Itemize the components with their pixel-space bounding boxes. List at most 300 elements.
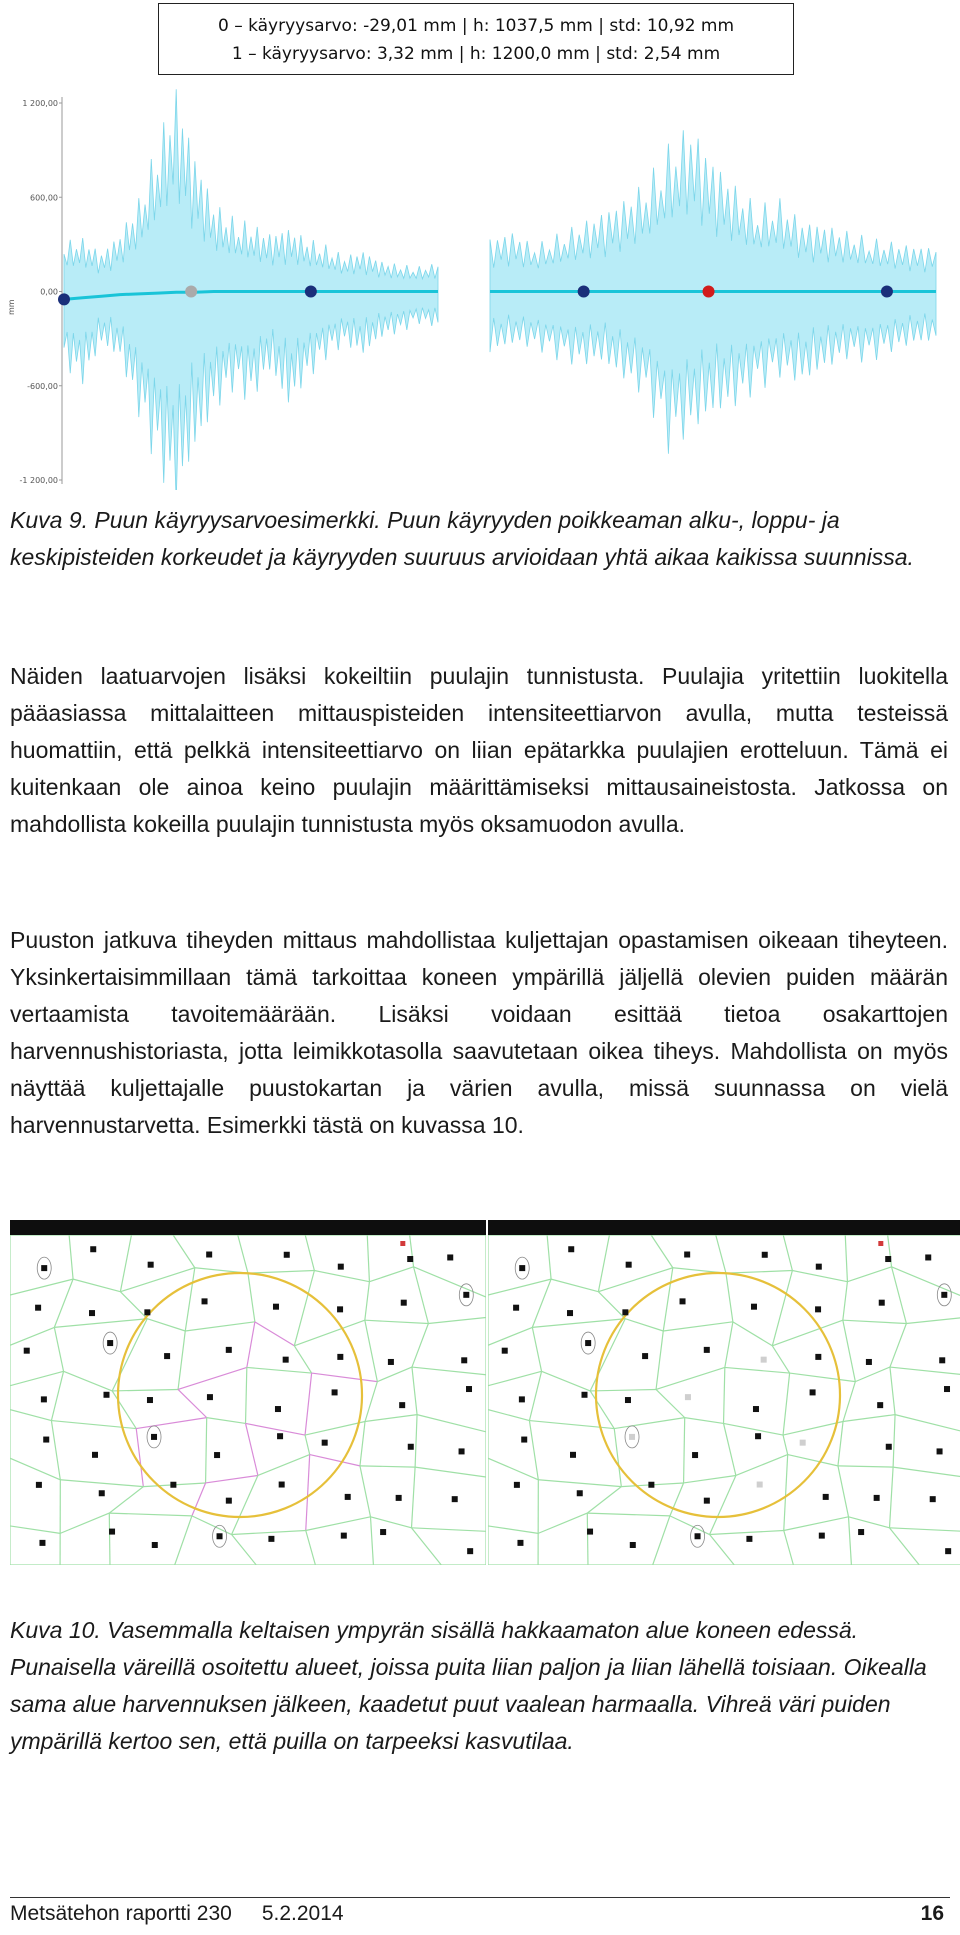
tree bbox=[337, 1354, 343, 1360]
cell-edge bbox=[255, 1322, 294, 1346]
cell-edge bbox=[772, 1320, 843, 1346]
cell-edge bbox=[653, 1516, 670, 1565]
tree bbox=[695, 1533, 701, 1539]
cell-edge bbox=[843, 1320, 856, 1381]
curvature-chart bbox=[0, 85, 960, 490]
cell-edge bbox=[790, 1373, 856, 1382]
cell-edge bbox=[890, 1367, 960, 1375]
cell-edge bbox=[614, 1429, 621, 1487]
cell-edge bbox=[587, 1487, 621, 1513]
cell-edge bbox=[772, 1271, 792, 1346]
cell-edge bbox=[178, 1331, 185, 1389]
tree bbox=[279, 1482, 285, 1488]
tree bbox=[399, 1402, 405, 1408]
series-0-marker-2 bbox=[305, 286, 317, 298]
cell-edge bbox=[64, 1371, 113, 1391]
tree bbox=[648, 1482, 654, 1488]
cell-edge bbox=[417, 1415, 486, 1432]
cell-edge bbox=[685, 1418, 724, 1424]
removed-tree bbox=[757, 1482, 763, 1488]
cell-edge bbox=[716, 1235, 726, 1273]
cell-edge bbox=[247, 1367, 312, 1373]
cell-edge bbox=[248, 1273, 255, 1322]
cell-edge bbox=[838, 1422, 843, 1466]
cell-edge bbox=[598, 1235, 609, 1292]
cell-edge bbox=[892, 1267, 907, 1324]
tree bbox=[401, 1300, 407, 1306]
cell-edge bbox=[736, 1455, 788, 1476]
tree bbox=[753, 1406, 759, 1412]
cell-edge bbox=[783, 1373, 790, 1435]
cell-edge bbox=[784, 1455, 788, 1531]
cell-edge bbox=[60, 1480, 143, 1487]
cell-edge bbox=[360, 1422, 365, 1466]
tree bbox=[90, 1246, 96, 1252]
tree bbox=[519, 1396, 525, 1402]
series-1-marker-2 bbox=[881, 286, 893, 298]
tree bbox=[815, 1354, 821, 1360]
cell-edge bbox=[532, 1327, 541, 1371]
chart-legend bbox=[158, 3, 794, 75]
cell-edge bbox=[112, 1391, 136, 1429]
tree bbox=[885, 1256, 891, 1262]
cell-edge bbox=[370, 1517, 411, 1528]
cell-edge bbox=[843, 1415, 895, 1422]
cell-edge bbox=[175, 1516, 192, 1565]
cell-edge bbox=[684, 1418, 685, 1483]
cell-edge bbox=[112, 1319, 147, 1391]
cell-edge bbox=[724, 1367, 725, 1423]
trees bbox=[24, 1246, 474, 1554]
tree bbox=[567, 1310, 573, 1316]
cell-edge bbox=[906, 1318, 960, 1324]
tree bbox=[322, 1440, 328, 1446]
tree bbox=[341, 1533, 347, 1539]
removed-tree bbox=[685, 1394, 691, 1400]
cell-edge bbox=[843, 1282, 848, 1320]
tree bbox=[930, 1496, 936, 1502]
cell-edge bbox=[54, 1279, 73, 1327]
tree bbox=[866, 1359, 872, 1365]
cell-edge bbox=[109, 1487, 143, 1513]
removed-tree bbox=[761, 1357, 767, 1363]
cell-edge bbox=[365, 1320, 429, 1323]
machine-marker bbox=[400, 1241, 405, 1246]
cell-edge bbox=[69, 1235, 73, 1279]
cell-edge bbox=[51, 1421, 60, 1480]
cell-edge bbox=[587, 1513, 588, 1565]
cell-edge bbox=[120, 1268, 194, 1292]
cell-edge bbox=[412, 1367, 417, 1415]
voronoi-map-before bbox=[10, 1220, 486, 1565]
tree bbox=[810, 1389, 816, 1395]
tree bbox=[466, 1386, 472, 1392]
cell-edge bbox=[258, 1455, 310, 1476]
cell-edge bbox=[725, 1367, 790, 1373]
cell-edge bbox=[207, 1418, 246, 1424]
cell-edge bbox=[305, 1235, 314, 1271]
cell-edge bbox=[663, 1268, 673, 1331]
cell-edge bbox=[314, 1271, 369, 1282]
cell-edge bbox=[246, 1367, 247, 1423]
tree bbox=[109, 1529, 115, 1535]
cell-edge bbox=[367, 1235, 369, 1282]
series-0-marker-1 bbox=[185, 286, 197, 298]
target-area-circle bbox=[118, 1273, 362, 1517]
cell-edge bbox=[10, 1458, 60, 1480]
cell-edge bbox=[412, 1324, 428, 1368]
tree bbox=[568, 1246, 574, 1252]
cell-edge bbox=[360, 1466, 415, 1467]
cell-edge bbox=[294, 1346, 311, 1373]
cell-edge bbox=[890, 1324, 906, 1368]
tree bbox=[877, 1402, 883, 1408]
page-number: 16 bbox=[920, 1902, 944, 1925]
chart-series bbox=[58, 89, 936, 490]
cell-edge bbox=[529, 1421, 538, 1480]
y-tick-label: -1 200,00 bbox=[19, 476, 58, 485]
cell-edge bbox=[532, 1279, 551, 1327]
cell-edge bbox=[590, 1389, 656, 1390]
cell-edge bbox=[888, 1235, 892, 1267]
map-titlebar bbox=[10, 1220, 486, 1235]
tree bbox=[622, 1309, 628, 1315]
series-0-marker-0 bbox=[58, 293, 70, 305]
paragraph-density-measurement: Puuston jatkuva tiheyden mittaus mahdollistaa kuljettajan opastamisen oikeaan tiheyteen. Yksinkertaisimmillaan tämä tarkoittaa koneen ympärillä jäljellä olevien puiden määrän vertaamista tavoitemäärään. Lisäksi voidaan esittää tietoa osakarttojen harvennushistoriasta, jotta leimikkotasolla saavutetaan oikea tiheys. Mahdollista on myös näyttää kuljettajalle puustokartan ja värien avulla, missä suunnassa on vielä harvennustarvetta. Esimerkki tästä on kuvassa 10. bbox=[10, 927, 948, 1138]
cell-edge bbox=[412, 1467, 416, 1528]
cell-edge bbox=[532, 1319, 625, 1328]
tree bbox=[937, 1448, 943, 1454]
publication-name: Metsätehon raportti 230 bbox=[10, 1902, 232, 1925]
tree bbox=[463, 1292, 469, 1298]
cell-edge bbox=[306, 1531, 316, 1565]
tree bbox=[680, 1298, 686, 1304]
voronoi-after-svg bbox=[488, 1235, 960, 1565]
tree bbox=[284, 1252, 290, 1258]
cell-edge bbox=[590, 1319, 625, 1391]
cell-edge bbox=[10, 1526, 60, 1533]
cell-edge bbox=[112, 1389, 178, 1390]
tree bbox=[879, 1300, 885, 1306]
cell-edge bbox=[895, 1415, 960, 1432]
tree bbox=[467, 1548, 473, 1554]
cell-edge bbox=[185, 1322, 255, 1331]
tree bbox=[408, 1444, 414, 1450]
tree bbox=[99, 1490, 105, 1496]
tree bbox=[207, 1394, 213, 1400]
tree bbox=[273, 1304, 279, 1310]
cell-edge bbox=[247, 1322, 255, 1368]
cell-edge bbox=[772, 1346, 789, 1373]
tree bbox=[92, 1452, 98, 1458]
cell-edge bbox=[892, 1267, 960, 1297]
tree bbox=[144, 1309, 150, 1315]
cell-edge bbox=[590, 1391, 614, 1429]
tree bbox=[337, 1306, 343, 1312]
tree bbox=[517, 1540, 523, 1546]
tree bbox=[35, 1305, 41, 1311]
cell-edge bbox=[294, 1271, 314, 1346]
cell-edge bbox=[783, 1235, 792, 1271]
cell-edge bbox=[51, 1371, 63, 1420]
cell-edge bbox=[551, 1279, 598, 1292]
cell-edge bbox=[246, 1423, 258, 1475]
cell-edge bbox=[412, 1367, 486, 1375]
tree bbox=[626, 1262, 632, 1268]
cell-edge bbox=[538, 1513, 587, 1533]
tree bbox=[277, 1433, 283, 1439]
voronoi-map-after bbox=[488, 1220, 960, 1565]
cell-edge bbox=[428, 1318, 486, 1324]
tree bbox=[746, 1536, 752, 1542]
tree bbox=[642, 1353, 648, 1359]
tree bbox=[447, 1254, 453, 1260]
tree bbox=[459, 1448, 465, 1454]
cell-edge bbox=[206, 1418, 207, 1483]
y-axis-label: mm bbox=[7, 299, 16, 316]
tree bbox=[164, 1353, 170, 1359]
legend-line-0: 0 – käyryysarvo: -29,01 mm | h: 1037,5 mm | std: 10,92 mm bbox=[217, 16, 735, 36]
cell-edge bbox=[488, 1371, 542, 1385]
cell-edge bbox=[206, 1475, 258, 1482]
cell-edge bbox=[843, 1382, 855, 1422]
tree bbox=[630, 1542, 636, 1548]
tree bbox=[206, 1252, 212, 1258]
cell-edge bbox=[710, 1475, 736, 1534]
tree bbox=[452, 1496, 458, 1502]
cell-edge bbox=[410, 1235, 414, 1267]
tree bbox=[461, 1357, 467, 1363]
cell-edge bbox=[238, 1235, 248, 1273]
tree bbox=[519, 1265, 525, 1271]
cell-edge bbox=[598, 1268, 672, 1292]
cell-edge bbox=[542, 1371, 591, 1391]
cell-edge bbox=[656, 1367, 725, 1389]
publication-date: 5.2.2014 bbox=[261, 1902, 344, 1925]
cell-edge bbox=[625, 1319, 663, 1331]
series-0-band bbox=[64, 89, 438, 490]
tree bbox=[36, 1482, 42, 1488]
cell-edge bbox=[178, 1389, 207, 1417]
cell-edge bbox=[73, 1279, 120, 1292]
cell-edge bbox=[710, 1535, 735, 1565]
cell-edge bbox=[10, 1410, 51, 1421]
tree bbox=[275, 1406, 281, 1412]
figure-10-caption: Kuva 10. Vasemmalla keltaisen ympyrän sisällä hakkaamaton alue koneen edessä. Punaisella väreillä osoitettu alueet, joissa puita liian paljon ja liian lähellä toisiaan. Oikealla sama alue harvennuksen jälkeen, kaadetut puut vaalean harmaalla. Vihreä väri puiden ympärillä kertoo sen, että puilla on tarpeeksi kasvutilaa. bbox=[10, 1617, 927, 1754]
tree bbox=[704, 1347, 710, 1353]
tree bbox=[152, 1542, 158, 1548]
cell-edge bbox=[185, 1268, 195, 1331]
tree bbox=[147, 1397, 153, 1403]
tree bbox=[945, 1548, 951, 1554]
tree bbox=[41, 1265, 47, 1271]
cell-edge bbox=[360, 1466, 371, 1517]
cell-edge bbox=[838, 1466, 849, 1517]
cell-edge bbox=[306, 1517, 371, 1531]
tree bbox=[388, 1359, 394, 1365]
tree bbox=[925, 1254, 931, 1260]
tree bbox=[577, 1490, 583, 1496]
tree bbox=[944, 1386, 950, 1392]
cell-edge bbox=[838, 1466, 893, 1467]
cell-edge bbox=[847, 1267, 891, 1282]
cell-edge bbox=[890, 1528, 960, 1532]
tree bbox=[148, 1262, 154, 1268]
footer-publication bbox=[10, 1902, 344, 1926]
cell-edge bbox=[10, 1327, 54, 1345]
cell-edge bbox=[312, 1373, 378, 1382]
machine-marker bbox=[878, 1241, 883, 1246]
tree bbox=[762, 1252, 768, 1258]
tree bbox=[513, 1305, 519, 1311]
cell-edge bbox=[547, 1235, 551, 1279]
cell-edge bbox=[710, 1531, 784, 1535]
cell-edge bbox=[788, 1455, 838, 1466]
cell-edge bbox=[614, 1418, 684, 1429]
tree bbox=[268, 1536, 274, 1542]
tree bbox=[332, 1389, 338, 1395]
cell-edge bbox=[488, 1279, 551, 1295]
cell-edge bbox=[412, 1528, 442, 1565]
tree bbox=[570, 1452, 576, 1458]
y-tick-label: 1 200,00 bbox=[22, 99, 58, 108]
y-tick-label: -600,00 bbox=[27, 381, 58, 391]
cell-edge bbox=[365, 1415, 417, 1422]
tree bbox=[407, 1256, 413, 1262]
tree bbox=[858, 1529, 864, 1535]
tree bbox=[816, 1264, 822, 1270]
y-tick-label: 600,00 bbox=[30, 193, 58, 203]
cell-edge bbox=[412, 1528, 486, 1532]
tree bbox=[939, 1357, 945, 1363]
tree bbox=[521, 1437, 527, 1443]
cell-edge bbox=[784, 1531, 794, 1565]
cell-edge bbox=[120, 1235, 131, 1292]
tree bbox=[704, 1498, 710, 1504]
tree bbox=[874, 1495, 880, 1501]
tree bbox=[24, 1348, 30, 1354]
cell-edge bbox=[365, 1282, 370, 1320]
cell-edges bbox=[488, 1235, 960, 1565]
cell-edge bbox=[656, 1389, 685, 1417]
cell-edge bbox=[843, 1320, 907, 1323]
cell-edge bbox=[60, 1513, 109, 1533]
cell-edge bbox=[10, 1371, 64, 1385]
y-axis bbox=[7, 97, 62, 485]
cell-edge bbox=[845, 1235, 847, 1282]
removed-tree bbox=[629, 1434, 635, 1440]
cell-edge bbox=[306, 1455, 310, 1531]
cell-edge bbox=[792, 1271, 847, 1282]
tree bbox=[625, 1397, 631, 1403]
cell-edge bbox=[294, 1320, 365, 1346]
tree bbox=[345, 1494, 351, 1500]
tree bbox=[581, 1392, 587, 1398]
tree bbox=[226, 1498, 232, 1504]
tree bbox=[684, 1252, 690, 1258]
map-titlebar bbox=[488, 1220, 960, 1235]
cell-edge bbox=[232, 1531, 306, 1535]
cell-edge bbox=[54, 1327, 63, 1371]
tree bbox=[89, 1310, 95, 1316]
cell-edge bbox=[725, 1322, 733, 1368]
tree bbox=[41, 1396, 47, 1402]
cell-edge bbox=[232, 1535, 257, 1565]
cell-edge bbox=[173, 1235, 195, 1268]
cell-edge bbox=[147, 1319, 185, 1331]
cell-edge bbox=[178, 1367, 247, 1389]
cell-edge bbox=[587, 1513, 670, 1516]
paragraph-species-identification: Näiden laatuarvojen lisäksi kokeiltiin puulajin tunnistusta. Puulajia yritettiin luokitella pääasiassa mittalaitteen mittauspisteiden intensiteettiarvon avulla, mutta testeissä huomattiin, että pelkkä intensiteettiarvo on liian epätarkka puulajien erotteluun. Tämä ei kuitenkaan ole ainoa keino puulajin määrittämiseksi mittausaineistosta. Jatkossa on mahdollista kokeilla puulajin tunnistusta myös oksamuodon avulla. bbox=[10, 663, 948, 837]
cell-edge bbox=[726, 1271, 792, 1274]
cell-edge bbox=[305, 1373, 312, 1435]
tree bbox=[39, 1540, 45, 1546]
cell-edge bbox=[54, 1319, 147, 1328]
cell-edge bbox=[656, 1331, 663, 1389]
tree bbox=[819, 1533, 825, 1539]
cell-edge bbox=[684, 1475, 736, 1482]
cell-edge bbox=[377, 1367, 412, 1382]
cell-edge bbox=[724, 1423, 736, 1475]
cell-edge bbox=[784, 1517, 849, 1531]
tree bbox=[755, 1433, 761, 1439]
cell-edge bbox=[893, 1415, 895, 1467]
tree bbox=[170, 1482, 176, 1488]
tree bbox=[396, 1495, 402, 1501]
tree bbox=[815, 1306, 821, 1312]
cell-edge bbox=[232, 1475, 258, 1534]
cell-edge bbox=[538, 1480, 621, 1487]
cell-edge bbox=[783, 1435, 788, 1454]
tree bbox=[214, 1452, 220, 1458]
cell-edge bbox=[890, 1467, 894, 1528]
tree bbox=[751, 1304, 757, 1310]
footer-rule bbox=[10, 1897, 950, 1898]
tree bbox=[823, 1494, 829, 1500]
cell-edge bbox=[598, 1292, 625, 1319]
cell-edge bbox=[415, 1415, 417, 1467]
tree bbox=[380, 1529, 386, 1535]
tree bbox=[886, 1444, 892, 1450]
cell-edges bbox=[10, 1235, 486, 1565]
tree bbox=[502, 1348, 508, 1354]
cell-edge bbox=[109, 1513, 192, 1516]
cell-edge bbox=[855, 1367, 890, 1382]
tree bbox=[217, 1533, 223, 1539]
cell-edge bbox=[109, 1513, 110, 1565]
tree bbox=[941, 1292, 947, 1298]
figure-9-caption: Kuva 9. Puun käyryysarvoesimerkki. Puun käyryyden poikkeaman alku-, loppu- ja keskipisteiden korkeudet ja käyryyden suuruus arvioidaan yhtä aikaa kaikissa suunnissa. bbox=[10, 507, 914, 570]
cell-edge bbox=[488, 1458, 538, 1480]
y-tick-label: 0,00 bbox=[40, 287, 58, 297]
cell-edge bbox=[415, 1467, 486, 1477]
removed-tree bbox=[800, 1440, 806, 1446]
cell-edge bbox=[890, 1367, 895, 1415]
trees bbox=[502, 1246, 952, 1554]
cell-edge bbox=[733, 1322, 772, 1346]
cell-edge bbox=[414, 1267, 486, 1297]
tree bbox=[103, 1392, 109, 1398]
cell-edge bbox=[120, 1292, 147, 1319]
cell-edge bbox=[651, 1235, 673, 1268]
voronoi-before-svg bbox=[10, 1235, 486, 1565]
cell-edge bbox=[848, 1517, 851, 1565]
target-area-circle bbox=[596, 1273, 840, 1517]
cell-edge bbox=[365, 1382, 377, 1422]
tree bbox=[587, 1529, 593, 1535]
cell-edge bbox=[488, 1410, 529, 1421]
cell-edge bbox=[136, 1429, 143, 1487]
